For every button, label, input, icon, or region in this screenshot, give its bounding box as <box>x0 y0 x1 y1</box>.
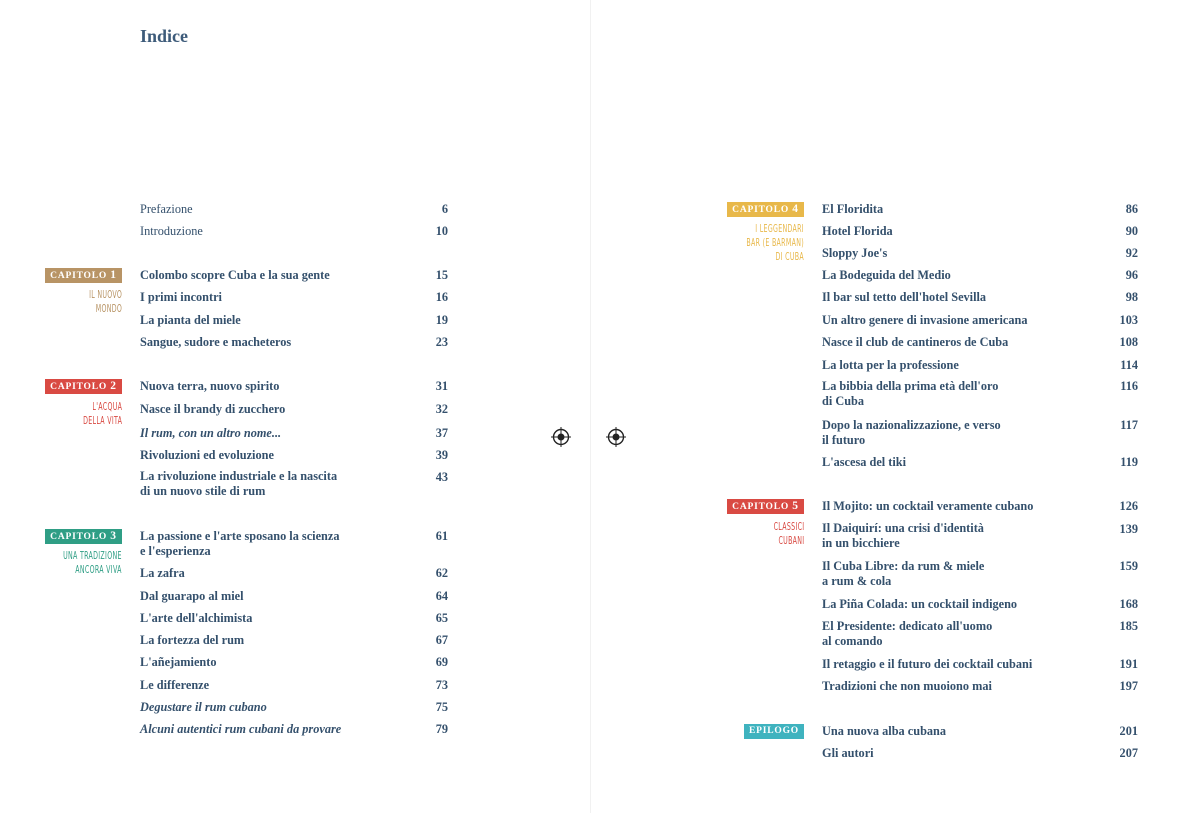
toc-entry-introduzione[interactable]: Introduzione <box>140 224 203 238</box>
registration-mark-icon <box>606 427 626 447</box>
toc-page-number: 19 <box>435 313 448 327</box>
toc-entry[interactable]: Il Cuba Libre: da rum & miele a rum & cola <box>822 559 985 588</box>
toc-page-number: 98 <box>1125 290 1138 304</box>
toc-page-number: 37 <box>435 426 448 440</box>
toc-entry[interactable]: Nuova terra, nuovo spirito <box>140 379 280 393</box>
toc-page-number: 64 <box>435 589 448 603</box>
toc-entry[interactable]: La bibbia della prima età dell'oro di Cuba <box>822 379 999 408</box>
toc-entry[interactable]: Colombo scopre Cuba e la sua gente <box>140 268 330 282</box>
epilogue-badge: EPILOGO <box>744 724 804 739</box>
toc-entry[interactable]: La passione e l'arte sposano la scienza e l'esperienza <box>140 529 340 558</box>
toc-page-number: 96 <box>1125 268 1138 282</box>
page-gutter <box>590 0 591 813</box>
toc-page-number: 73 <box>435 678 448 692</box>
chapter-1-subtitle: IL NUOVO MONDO <box>88 289 122 315</box>
toc-entry[interactable]: Alcuni autentici rum cubani da provare <box>140 722 342 736</box>
toc-page-number: 197 <box>1119 679 1138 693</box>
toc-page-number: 103 <box>1119 313 1138 327</box>
chapter-4-subtitle: I LEGGENDARI BAR (E BARMAN) DI CUBA <box>746 223 804 263</box>
chapter-2-badge: CAPITOLO 2 <box>45 379 122 394</box>
toc-page-number: 16 <box>435 290 448 304</box>
toc-page-number: 39 <box>435 448 448 462</box>
toc-page-number: 31 <box>435 379 448 393</box>
toc-entry[interactable]: El Presidente: dedicato all'uomo al comando <box>822 619 993 648</box>
toc-entry[interactable]: L'arte dell'alchimista <box>140 611 253 625</box>
toc-entry[interactable]: Rivoluzioni ed evoluzione <box>140 448 274 462</box>
toc-entry[interactable]: La Piña Colada: un cocktail indigeno <box>822 597 1018 611</box>
toc-entry[interactable]: Il retaggio e il futuro dei cocktail cubani <box>822 657 1033 671</box>
chapter-3-subtitle: UNA TRADIZIONE ANCORA VIVA <box>63 550 122 576</box>
toc-entry[interactable]: La zafra <box>140 566 185 580</box>
toc-entry[interactable]: L'añejamiento <box>140 655 217 669</box>
registration-mark-icon <box>551 427 571 447</box>
toc-entry[interactable]: Dal guarapo al miel <box>140 589 244 603</box>
toc-entry[interactable]: La pianta del miele <box>140 313 241 327</box>
toc-entry[interactable]: Tradizioni che non muoiono mai <box>822 679 992 693</box>
toc-page-number: 92 <box>1125 246 1138 260</box>
toc-page-number: 6 <box>441 202 448 216</box>
toc-page-number: 43 <box>435 470 448 484</box>
toc-page-number: 114 <box>1120 358 1138 372</box>
toc-page-number: 185 <box>1119 619 1138 633</box>
toc-entry[interactable]: Il rum, con un altro nome... <box>140 426 282 440</box>
toc-entry[interactable]: La Bodeguida del Medio <box>822 268 951 282</box>
chapter-5-badge: CAPITOLO 5 <box>727 499 804 514</box>
toc-page-number: 65 <box>435 611 448 625</box>
toc-entry[interactable]: La rivoluzione industriale e la nascita di un nuovo stile di rum <box>140 469 338 498</box>
toc-page-number: 10 <box>435 224 448 238</box>
chapter-2-subtitle: L'ACQUA DELLA VITA <box>82 401 122 427</box>
toc-entry[interactable]: El Floridita <box>822 202 884 216</box>
toc-entry[interactable]: Il Daiquirí: una crisi d'identità in un bicchiere <box>822 521 984 550</box>
chapter-3-badge: CAPITOLO 3 <box>45 529 122 544</box>
toc-entry[interactable]: Nasce il brandy di zucchero <box>140 402 286 416</box>
toc-page-number: 86 <box>1125 202 1138 216</box>
toc-page-number: 75 <box>435 700 448 714</box>
chapter-1-badge: CAPITOLO 1 <box>45 268 122 283</box>
toc-entry[interactable]: I primi incontri <box>140 290 222 304</box>
toc-entry[interactable]: Dopo la nazionalizzazione, e verso il futuro <box>822 418 1001 447</box>
toc-page-number: 116 <box>1120 379 1138 393</box>
toc-page-number: 23 <box>435 335 448 349</box>
toc-entry-prefazione[interactable]: Prefazione <box>140 202 193 216</box>
toc-entry[interactable]: Sloppy Joe's <box>822 246 888 260</box>
toc-entry[interactable]: Degustare il rum cubano <box>140 700 267 714</box>
toc-page-number: 117 <box>1120 418 1138 432</box>
toc-page-number: 201 <box>1119 724 1138 738</box>
toc-page-number: 139 <box>1119 522 1138 536</box>
toc-entry[interactable]: Nasce il club de cantineros de Cuba <box>822 335 1009 349</box>
toc-page-number: 15 <box>435 268 448 282</box>
toc-entry[interactable]: L'ascesa del tiki <box>822 455 907 469</box>
toc-entry[interactable]: Le differenze <box>140 678 210 692</box>
toc-entry[interactable]: Un altro genere di invasione americana <box>822 313 1028 327</box>
toc-page-number: 207 <box>1119 746 1138 760</box>
toc-entry[interactable]: Una nuova alba cubana <box>822 724 947 738</box>
toc-page-number: 69 <box>435 655 448 669</box>
toc-entry[interactable]: Il bar sul tetto dell'hotel Sevilla <box>822 290 987 304</box>
toc-page-number: 32 <box>435 402 448 416</box>
toc-entry[interactable]: La lotta per la professione <box>822 358 959 372</box>
toc-page-number: 126 <box>1119 499 1138 513</box>
chapter-4-badge: CAPITOLO 4 <box>727 202 804 217</box>
toc-entry[interactable]: Il Mojito: un cocktail veramente cubano <box>822 499 1034 513</box>
toc-page-number: 79 <box>435 722 448 736</box>
toc-page-number: 108 <box>1119 335 1138 349</box>
toc-page-number: 119 <box>1120 455 1138 469</box>
toc-entry[interactable]: Sangue, sudore e macheteros <box>140 335 292 349</box>
toc-page-number: 191 <box>1119 657 1138 671</box>
toc-page-number: 90 <box>1125 224 1138 238</box>
toc-page-number: 61 <box>435 529 448 543</box>
toc-page-number: 159 <box>1119 559 1138 573</box>
toc-entry[interactable]: La fortezza del rum <box>140 633 245 647</box>
chapter-5-subtitle: CLASSICI CUBANI <box>773 521 804 547</box>
toc-page-number: 67 <box>435 633 448 647</box>
toc-entry[interactable]: Hotel Florida <box>822 224 893 238</box>
toc-page-number: 168 <box>1119 597 1138 611</box>
toc-entry[interactable]: Gli autori <box>822 746 874 760</box>
toc-page-number: 62 <box>435 566 448 580</box>
page-title: Indice <box>140 26 189 46</box>
